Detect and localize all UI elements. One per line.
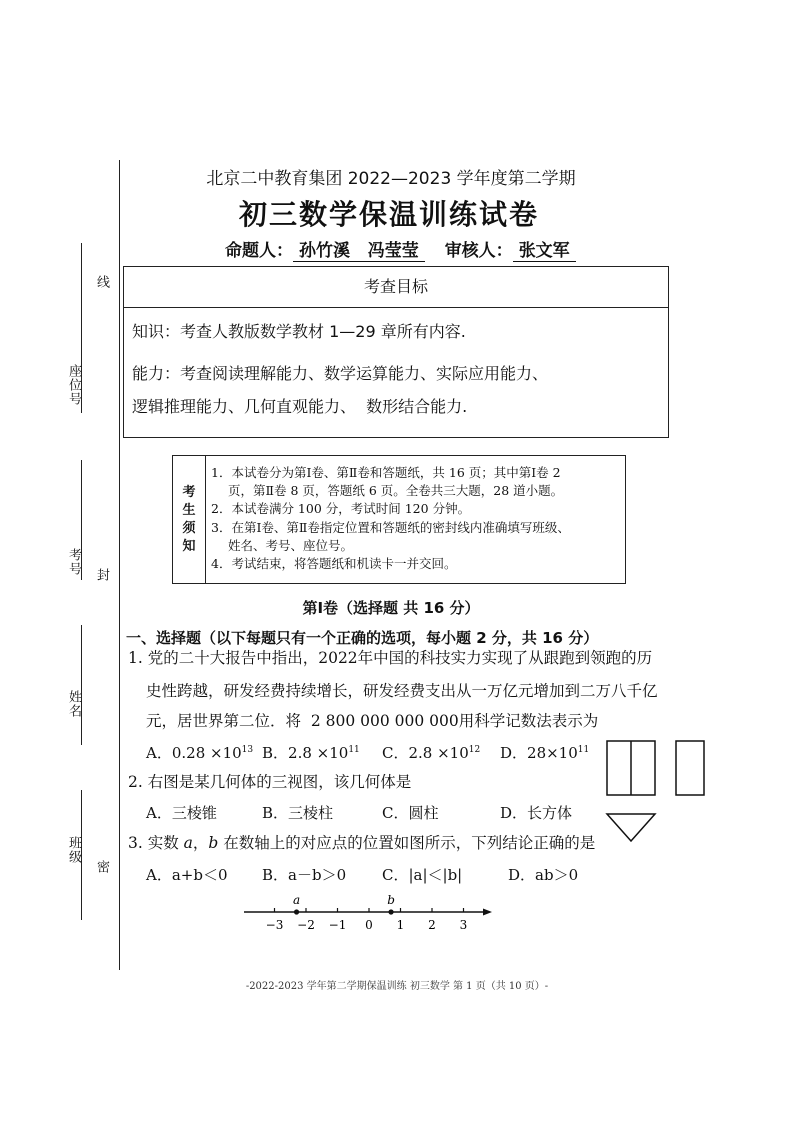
page-footer: -2022-2023 学年第二学期保温训练 初三数学 第 1 页（共 10 页）- [245, 981, 549, 992]
q1-option-c[interactable]: C．$2.8 \times 10^{12}$ [382, 744, 481, 762]
notice-box [172, 455, 626, 584]
three-views-figure [604, 738, 714, 850]
q2-stem: 2. 右图是某几何体的三视图，该几何体是 [128, 773, 412, 791]
notice-items: 1．本试卷分为第Ⅰ卷、第Ⅱ卷和答题纸，共 16 页；其中第Ⅰ卷 2 页，第Ⅱ卷 8 页，答题纸 6 页。全卷共三大题，28 道小题。 2．本试卷满分 100 分，考试时间 120 分钟。 3．在第Ⅰ卷、第Ⅱ卷指定位置和答题纸的密封线内准确填写班级、 姓名、考号、座位号。 4．考试结束，将答题纸和机读卡一并交回。 [211, 465, 570, 572]
kaohao-label: 考号 [66, 548, 81, 576]
q1-option-b[interactable]: B．$2.8 \times 10^{11}$ [262, 744, 360, 762]
reviewer-name: 张文军 [513, 241, 576, 262]
tick-label: −3 [265, 918, 284, 932]
notice-label: 考 生 须 知 [173, 456, 206, 583]
exam-title: 初三数学保温训练试卷 [238, 198, 539, 231]
q2-option-d[interactable]: D．长方体 [500, 804, 573, 822]
authors-line: 命题人： 孙竹溪 冯莹莹 审核人： 张文军 [225, 236, 576, 261]
margin-mi: 密 [94, 860, 109, 874]
q1-line-1: 1. 党的二十大报告中指出，2022年中国的科技实力实现了从跟跑到领跑的历 [128, 649, 653, 667]
goals-box [123, 266, 669, 438]
tick-label: 2 [428, 918, 436, 932]
q1-line-3: 元，居世界第二位．将 2 800 000 000 000用科学记数法表示为 [146, 712, 599, 730]
q1-option-a[interactable]: A．$0.28 \times 10^{13}$ [146, 744, 254, 762]
name-label: 姓名 [66, 690, 81, 718]
tick-label: 3 [459, 918, 468, 932]
goals-knowledge: 知识：考查人教版数学教材 1—29 章所有内容. [132, 322, 466, 341]
point-a [294, 909, 299, 914]
school-year-line: 北京二中教育集团 2022—2023 学年度第二学期 [206, 169, 576, 189]
margin-feng: 封 [94, 568, 109, 582]
q2-option-c[interactable]: C．圆柱 [382, 804, 439, 822]
authors-names: 孙竹溪 冯莹莹 [293, 241, 425, 262]
q1-option-d[interactable]: D．$28\times 10^{11}$ [500, 744, 590, 762]
goals-title: 考查目标 [124, 267, 668, 308]
q3-option-b[interactable]: B．a－b＞0 [262, 866, 347, 884]
top-view [607, 814, 655, 841]
binding-line [119, 160, 120, 970]
number-line-arrow [483, 909, 492, 916]
q3-stem: 3. 实数 a，b 在数轴上的对应点的位置如图所示，下列结论正确的是 [128, 834, 596, 852]
q3-option-d[interactable]: D．ab＞0 [508, 866, 579, 884]
seat-label: 座位号 [66, 364, 81, 406]
q3-option-c[interactable]: C．|a|＜|b| [382, 866, 463, 884]
q1-line-2: 史性跨越，研发经费持续增长，研发经费支出从一万亿元增加到二万八千亿 [146, 682, 658, 700]
q2-option-b[interactable]: B．三棱柱 [262, 804, 334, 822]
number-line [236, 892, 498, 936]
point-b-label: b [387, 893, 395, 907]
tick-label: −1 [328, 918, 347, 932]
class-label: 班级 [66, 836, 81, 864]
point-a-label: a [292, 893, 301, 907]
section-heading: 一、选择题（以下每题只有一个正确的选项，每小题 2 分，共 16 分） [126, 629, 599, 647]
name-underline [81, 625, 82, 745]
goals-ability-2: 逻辑推理能力、几何直观能力、 数形结合能力. [132, 397, 468, 416]
tick-label: 0 [365, 918, 373, 932]
tick-label: −2 [297, 918, 315, 932]
volume-heading: 第Ⅰ卷（选择题 共 16 分） [302, 599, 480, 617]
tick-label: 1 [396, 918, 405, 932]
point-b [388, 909, 393, 914]
margin-xian: 线 [94, 275, 109, 289]
q3-option-a[interactable]: A．a+b＜0 [146, 866, 228, 884]
q2-option-a[interactable]: A．三棱锥 [146, 804, 217, 822]
goals-ability-1: 能力：考查阅读理解能力、数学运算能力、实际应用能力、 [132, 364, 549, 383]
side-view [676, 741, 704, 795]
